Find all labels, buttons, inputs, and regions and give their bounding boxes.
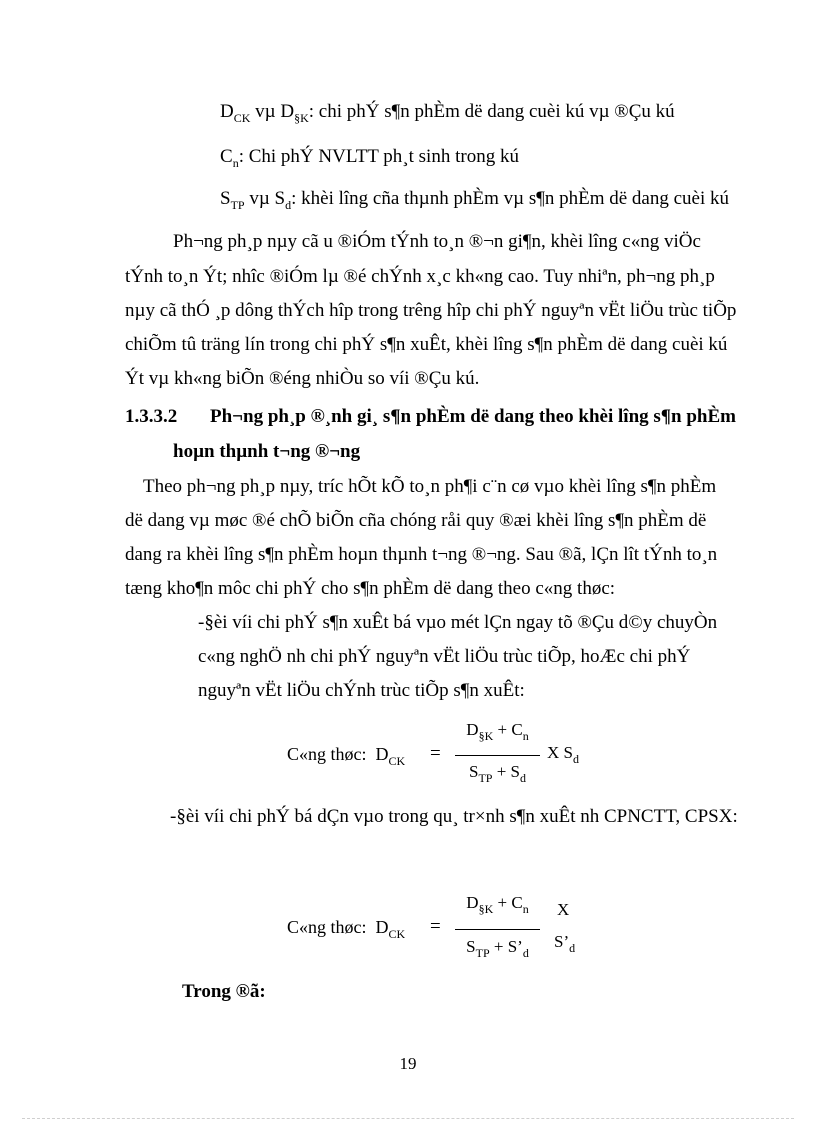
para2-line: tæng kho¶n môc chi phÝ cho s¶n phÈm dë dang theo c«ng thøc: [125, 578, 616, 599]
page-number: 19 [399, 1054, 417, 1073]
section-title-line2: hoµn thµnh t¬ng ®¬ng [173, 441, 361, 462]
formula1-equals: = [430, 743, 441, 764]
section-number: 1.3.3.2 [125, 406, 178, 427]
para2-line: dang ra khèi lîng s¶n phÈm hoµn thµnh t¬ng ®¬ng. Sau ®ã, lÇn lît tÝnh to¸n [125, 544, 718, 565]
formula1-fraction-bar [455, 755, 540, 756]
bullet2-line: -§èi víi chi phÝ bá dÇn vµo trong qu¸ tr×nh s¶n xuÊt nh CPNCTT, CPSX: [170, 806, 738, 827]
def-dck-dsk: $D_{CK}$ vµ $D_{\S K}$: chi phÝ s¶n phÈm dë dang cuèi kú vµ ®Çu kú [220, 101, 675, 125]
page-bottom-border [22, 1118, 794, 1119]
para2-line: dë dang vµ møc ®é chÕ biÕn cña chóng råi quy ®æi khèi lîng s¶n phÈm dë [125, 510, 707, 531]
def-stp-sd: $S_{TP}$ vµ $S_d$: khèi lîng cña thµnh phÈm vµ s¶n phÈm dë dang cuèi kú [220, 188, 729, 212]
formula1-denominator: $S_{TP} + S_d$ [468, 762, 527, 785]
formula1-label: C«ng thøc: $D_{CK}$ [287, 744, 406, 768]
formula1-multiplier: X $S_d$ [547, 743, 579, 766]
def-cn: $C_n$: Chi phÝ NVLTT ph¸t sinh trong kú [220, 146, 519, 170]
bullet1-line: nguyªn vËt liÖu chÝnh trùc tiÕp s¶n xuÊt: [198, 680, 525, 701]
formula1-numerator: $D_{\S K} + C_n$ [466, 720, 529, 743]
para1-line: Ýt vµ kh«ng biÕn ®éng nhiÒu so víi ®Çu kú. [125, 368, 480, 389]
para1-line: nµy cã thÓ ¸p dông thÝch hîp trong trêng hîp chi phÝ nguyªn vËt liÖu trùc tiÕp [125, 300, 737, 321]
formula2-numerator: $D_{\S K} + C_n$ [466, 893, 529, 916]
trong-do-heading: Trong ®ã: [182, 981, 266, 1002]
para1-line: chiÕm tû träng lín trong chi phÝ s¶n xuÊt, khèi lîng s¶n phÈm dë dang cuèi kú [125, 334, 728, 355]
formula2-label: C«ng thøc: $D_{CK}$ [287, 917, 406, 941]
formula2-s-prime: $S’_d$ [554, 932, 576, 955]
formula2-fraction-bar [455, 929, 540, 930]
bullet1-line: -§èi víi chi phÝ s¶n xuÊt bá vµo mét lÇn ngay tõ ®Çu d©y chuyÒn [198, 612, 718, 633]
formula2-equals: = [430, 916, 441, 937]
para1-line: tÝnh to¸n Ýt; nhîc ®iÓm lµ ®é chÝnh x¸c kh«ng cao. Tuy nhiªn, ph¬ng ph¸p [125, 266, 715, 287]
formula2-x: X [557, 900, 570, 919]
bullet1-line: c«ng nghÖ nh chi phÝ nguyªn vËt liÖu trùc tiÕp, hoÆc chi phÝ [198, 646, 691, 667]
para2-line: Theo ph¬ng ph¸p nµy, tríc hÕt kÕ to¸n ph¶i c¨n cø vµo khèi lîng s¶n phÈm [143, 476, 717, 497]
para1-line: Ph¬ng ph¸p nµy cã u ®iÓm tÝnh to¸n ®¬n gi¶n, khèi lîng c«ng viÖc [173, 231, 701, 252]
formula2-denominator: $S_{TP}$ + $S’_d$ [466, 937, 529, 960]
section-title-line1: Ph¬ng ph¸p ®¸nh gi¸ s¶n phÈm dë dang theo khèi lîng s¶n phÈm [210, 406, 736, 427]
